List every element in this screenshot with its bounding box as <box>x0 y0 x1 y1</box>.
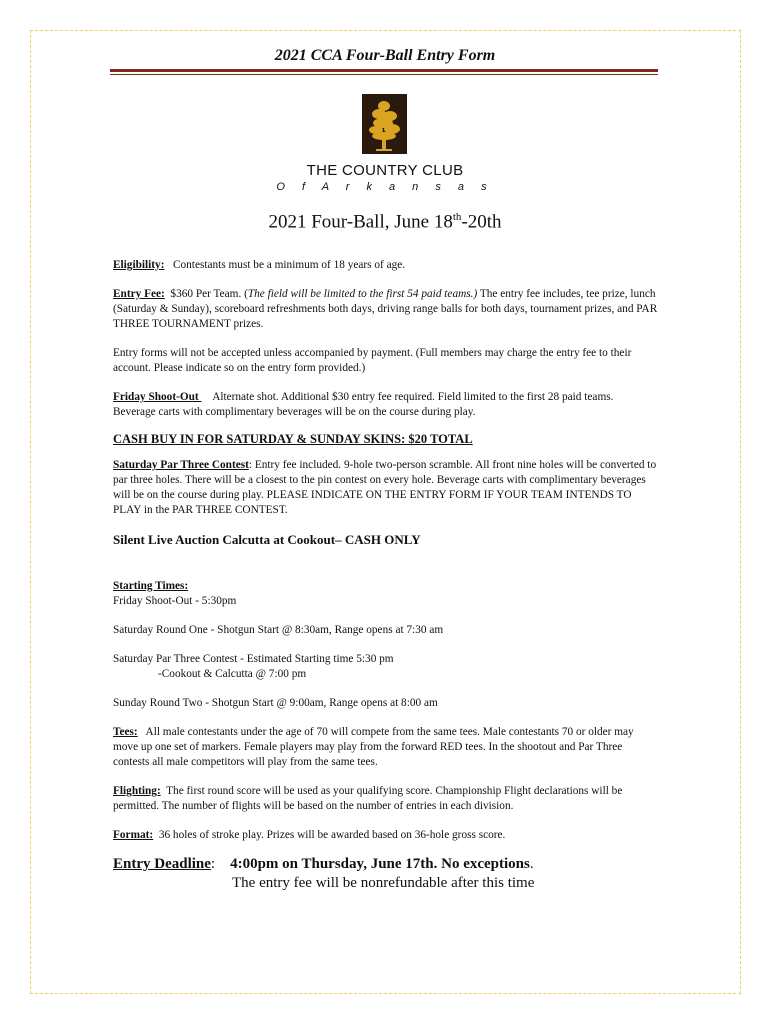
friday-shootout-section <box>113 390 658 420</box>
saturday-par-three-label: Saturday Par Three Contest <box>113 459 249 471</box>
flighting-section <box>113 784 658 814</box>
entry-deadline-period: . <box>529 856 534 872</box>
entry-deadline-section <box>113 855 658 893</box>
entry-deadline-label: Entry Deadline <box>113 856 211 872</box>
entry-fee-italic: The field will be limited to the first 54 paid teams.) <box>247 288 478 300</box>
eligibility-section <box>113 258 658 273</box>
cash-buy-in-heading: CASH BUY IN FOR SATURDAY & SUNDAY SKINS: $20 TOTAL <box>113 432 473 446</box>
entry-fee-section <box>113 287 658 332</box>
start-par-three: Saturday Par Three Contest - Estimated Starting time 5:30 pm <box>113 653 394 665</box>
saturday-par-three-section <box>113 458 658 518</box>
format-section <box>113 828 658 843</box>
payment-note: Entry forms will not be accepted unless accompanied by payment. (Full members may charge the entry fee to their account. Please indicate so on the entry form provided.) <box>113 347 632 374</box>
tree-logo-icon <box>362 94 407 154</box>
entry-fee-label: Entry Fee: <box>113 288 165 300</box>
event-heading-end: -20th <box>461 211 502 233</box>
club-subtitle: O f A r k a n s a s <box>276 181 494 193</box>
entry-fee-text2: The entry fee includes, tee prize, lunch (Saturday & Sunday), scoreboard refreshments both days, driving range balls for both days, tournament prizes, and PAR THREE TOURNAMENT prizes. <box>113 288 658 330</box>
format-label: Format: <box>113 829 154 841</box>
start-friday: Friday Shoot-Out - 5:30pm <box>113 595 237 607</box>
event-heading-sup: th <box>452 211 462 223</box>
eligibility-text: Contestants must be a minimum of 18 years of age. <box>172 259 406 271</box>
starting-times-label: Starting Times: <box>113 580 189 592</box>
title-rule-thin <box>110 74 658 75</box>
page-title: 2021 CCA Four-Ball Entry Form <box>274 47 496 64</box>
start-sunday-round: Sunday Round Two - Shotgun Start @ 9:00am, Range opens at 8:00 am <box>113 697 438 709</box>
tees-text: All male contestants under the age of 70 will compete from the same tees. Male contestants 70 or older may move up one set of markers. Female players may play from the forward RED tees. In the shootout and Par Three contests all male competitors will play from the same tees. <box>113 726 634 768</box>
eligibility-label: Eligibility: <box>113 259 165 271</box>
entry-deadline-note: The entry fee will be nonrefundable after this time <box>232 875 535 891</box>
auction-heading: Silent Live Auction Calcutta at Cookout– CASH ONLY <box>113 532 421 547</box>
entry-fee-text1: $360 Per Team. ( <box>170 288 248 300</box>
format-text: 36 holes of stroke play. Prizes will be awarded based on 36-hole gross score. <box>158 829 506 841</box>
start-cookout: -Cookout & Calcutta @ 7:00 pm <box>158 668 307 680</box>
friday-shootout-label: Friday Shoot-Out <box>113 391 202 403</box>
tees-section <box>113 725 658 770</box>
club-name: THE COUNTRY CLUB <box>306 162 464 179</box>
event-heading-main: 2021 Four-Ball, June 18 <box>268 211 453 233</box>
flighting-text: The first round score will be used as your qualifying score. Championship Flight declarations will be permitted. The number of flights will be based on the number of entries in each division. <box>113 785 623 812</box>
friday-shootout-text: Alternate shot. Additional $30 entry fee required. Field limited to the first 28 paid teams. Beverage carts with complimentary beverages will be on the course during play. <box>113 391 614 418</box>
title-rule-thick <box>110 69 658 72</box>
start-saturday-round: Saturday Round One - Shotgun Start @ 8:30am, Range opens at 7:30 am <box>113 624 444 636</box>
flighting-label: Flighting: <box>113 785 161 797</box>
form-body <box>113 258 658 893</box>
event-heading <box>0 211 770 233</box>
saturday-par-three-text: : Entry fee included. 9-hole two-person scramble. All front nine holes will be converted to par three holes. There will be a closest to the pin contest on every hole. Beverage carts with complimentary beverages will be on the course during play. PLEASE INDICATE ON THE ENTRY FORM IF YOUR TEAM INTENDS TO PLAY in the PAR THREE CONTEST. <box>113 459 657 516</box>
tees-label: Tees: <box>113 726 138 738</box>
entry-deadline-colon: : <box>210 856 216 872</box>
entry-deadline-value: 4:00pm on Thursday, June 17th. No exceptions <box>230 856 530 872</box>
